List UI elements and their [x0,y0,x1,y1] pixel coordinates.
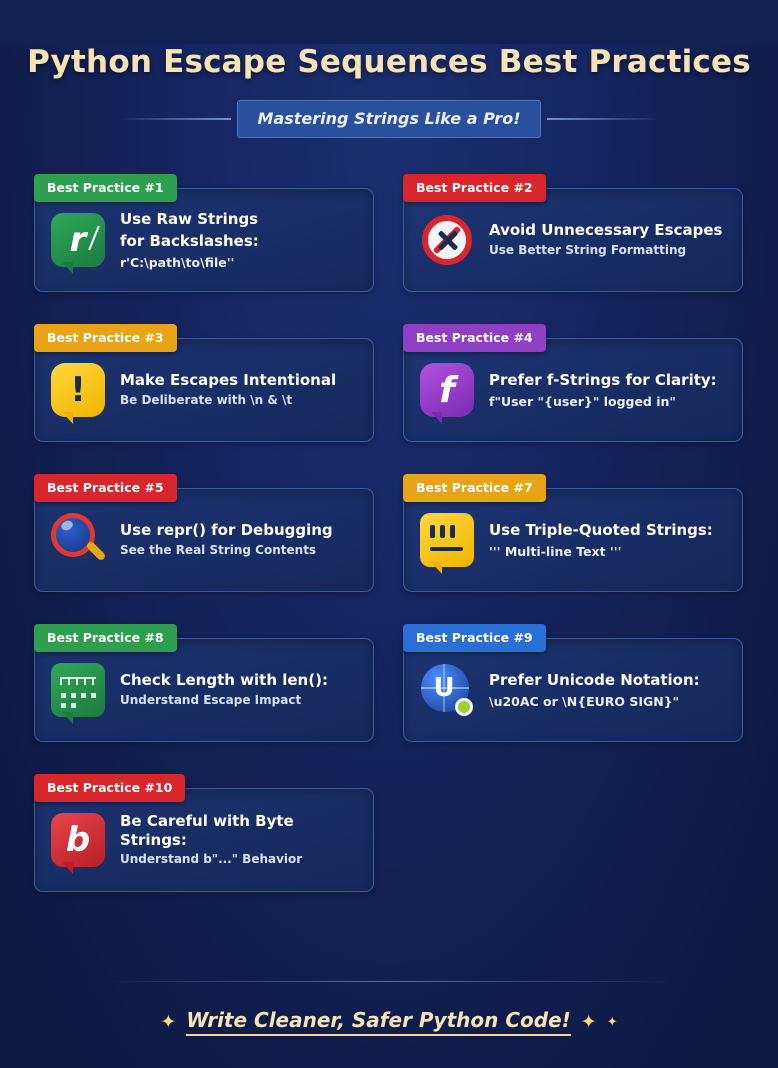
card-body-3 [34,338,374,442]
card-line1-5: Use repr() for Debugging [120,521,333,540]
magnifier-icon [49,511,107,569]
subtitle-row [0,100,778,138]
badge-2: Best Practice #2 [403,174,546,202]
badge-3: Best Practice #3 [34,324,177,352]
page-subtitle: Mastering Strings Like a Pro! [237,100,542,138]
card-text-8 [120,671,359,708]
card-code-7: ''' Multi-line Text ''' [489,544,622,560]
sparkle-icon-right-small: ✦ [606,1014,618,1030]
best-practice-card-5 [34,474,374,592]
card-line1-4: Prefer f-Strings for Clarity: [489,370,717,389]
card-line2-5: See the Real String Contents [120,543,317,558]
badge-5: Best Practice #5 [34,474,177,502]
card-line1-10: Be Careful with Byte Strings: [120,811,294,849]
card-body-5 [34,488,374,592]
card-line2-2: Use Better String Formatting [489,243,687,258]
card-body-7 [403,488,743,592]
card-line1-2: Avoid Unnecessary Escapes [489,221,723,240]
card-code-1: r'C:\path\to\file'' [120,255,235,271]
triple-quote-bubble-icon [418,511,476,569]
best-practice-card-10 [34,774,374,892]
unicode-globe-icon: U [418,661,476,719]
no-entry-slash-icon [418,211,476,269]
raw-string-r-icon: r [49,211,107,269]
best-practice-card-8 [34,624,374,742]
best-practices-grid [34,174,744,892]
badge-8: Best Practice #8 [34,624,177,652]
card-line1-7: Use Triple-Quoted Strings: [489,520,713,539]
page-title: Python Escape Sequences Best Practices [27,44,751,80]
card-body-4 [403,338,743,442]
best-practice-card-1 [34,174,374,292]
card-body-2 [403,188,743,292]
card-line1b-1: for Backslashes: [120,231,259,250]
subtitle-rule-left [123,118,231,120]
f-string-icon: f [418,361,476,419]
card-text-10 [120,812,359,868]
footer-text: Write Cleaner, Safer Python Code! [186,1008,570,1036]
card-text-7 [489,521,728,560]
badge-10: Best Practice #10 [34,774,185,802]
best-practice-card-3 [34,324,374,442]
ruler-length-icon [49,661,107,719]
card-body-10 [34,788,374,892]
badge-4: Best Practice #4 [403,324,546,352]
badge-9: Best Practice #9 [403,624,546,652]
best-practice-card-9 [403,624,743,742]
footer [0,1008,778,1036]
badge-1: Best Practice #1 [34,174,177,202]
card-code-9: \u20AC or \N{EURO SIGN}" [489,694,680,710]
card-line1-9: Prefer Unicode Notation: [489,670,700,689]
infographic-page [0,44,778,1068]
card-text-3 [120,371,359,408]
card-line1-1: Use Raw Strings [120,209,259,228]
card-line2-8: Understand Escape Impact [120,693,302,708]
badge-7: Best Practice #7 [403,474,546,502]
best-practice-card-2 [403,174,743,292]
subtitle-rule-right [547,118,655,120]
card-line1-8: Check Length with len(): [120,671,328,690]
card-text-5 [120,521,359,558]
best-practice-card-7 [403,474,743,592]
footer-divider [110,981,668,982]
sparkle-icon-right: ✦ [580,1010,597,1033]
card-text-9 [489,671,728,710]
card-text-1 [120,210,359,271]
card-code-4: f"User "{user}" logged in" [489,394,676,410]
byte-string-b-icon: b [49,811,107,869]
card-line2-10: Understand b"..." Behavior [120,852,303,867]
card-line2-3: Be Deliberate with \n & \t [120,393,293,408]
exclamation-bubble-icon: ! [49,361,107,419]
card-text-4 [489,371,728,410]
card-body-8 [34,638,374,742]
card-body-9 [403,638,743,742]
sparkle-icon-left: ✦ [160,1010,177,1033]
card-text-2 [489,221,728,258]
card-line1-3: Make Escapes Intentional [120,371,337,390]
card-body-1 [34,188,374,292]
best-practice-card-4 [403,324,743,442]
